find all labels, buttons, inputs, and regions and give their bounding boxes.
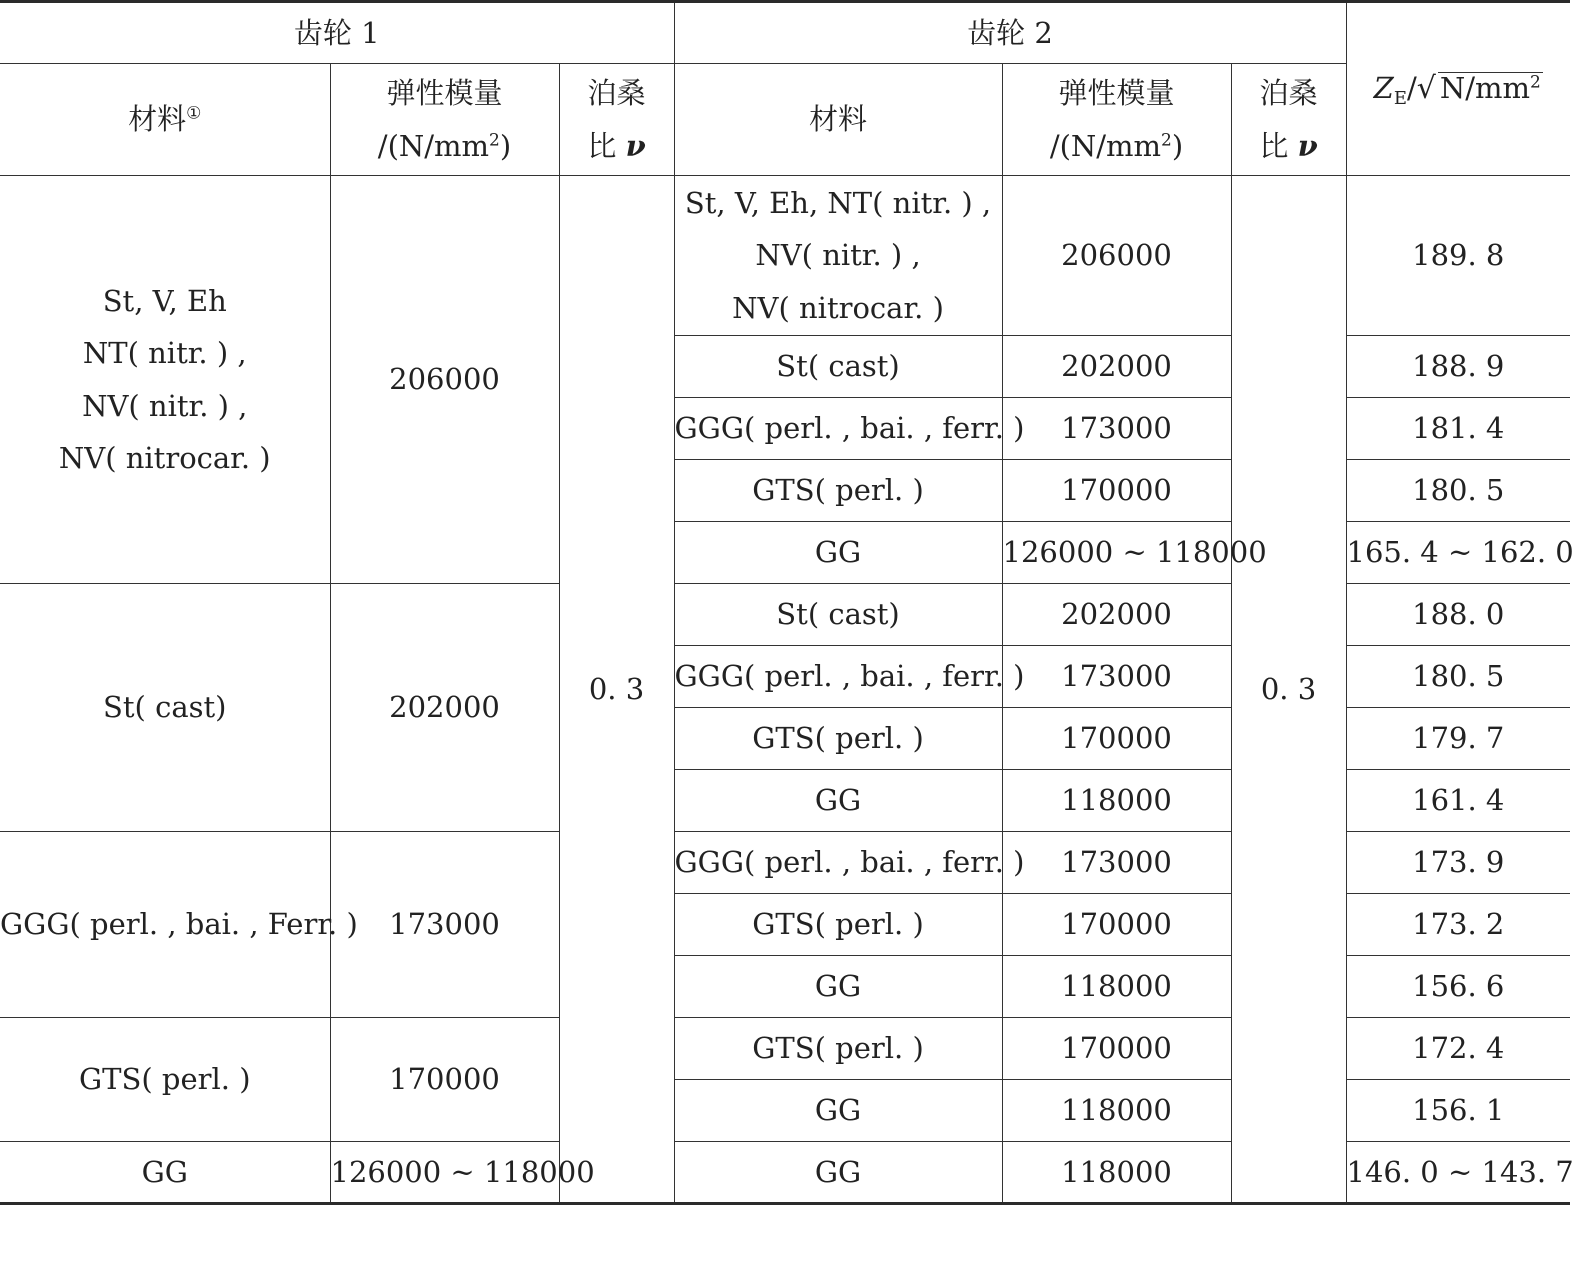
gear2-poisson-cell: 0. 3 [1231, 176, 1346, 1204]
modulus-unit-close: ) [1171, 128, 1184, 163]
gear2-material-cell [674, 460, 1002, 522]
ze-value-cell: 146. 0 ~ 143. 7 [1346, 1142, 1570, 1204]
gear1-material-cell [0, 1142, 330, 1204]
material1-label: 材料 [128, 102, 187, 137]
sqrt-symbol: √ [1416, 71, 1436, 106]
material-line: GG [814, 535, 862, 570]
ze-value-cell: 189. 8 [1346, 176, 1570, 336]
ze-value-cell: 180. 5 [1346, 646, 1570, 708]
gear2-material-cell [674, 584, 1002, 646]
material-line: GG [814, 783, 862, 818]
gear1-modulus-header [330, 64, 559, 176]
ze-value-cell: 173. 2 [1346, 894, 1570, 956]
gear2-modulus-cell: 173000 [1002, 646, 1231, 708]
gear2-material-cell [674, 176, 1002, 336]
poisson-label-2-text: 比 [587, 128, 617, 163]
material-line: St, V, Eh, NT( nitr. ) , [684, 186, 992, 221]
ze-value-cell: 161. 4 [1346, 770, 1570, 832]
ze-header [1346, 2, 1570, 176]
gear2-modulus-cell: 170000 [1002, 1018, 1231, 1080]
gear1-material-header [0, 64, 330, 176]
ze-slash: / [1406, 71, 1417, 105]
material-line: GG [814, 969, 862, 1004]
gear2-modulus-cell: 202000 [1002, 336, 1231, 398]
gear2-poisson-header [1231, 64, 1346, 176]
gear2-header: 齿轮 2 [674, 2, 1346, 64]
material-line: GG [814, 1154, 862, 1189]
gear2-material-cell [674, 894, 1002, 956]
ze-value-cell: 173. 9 [1346, 832, 1570, 894]
gear2-modulus-cell: 173000 [1002, 398, 1231, 460]
material-line: GG [141, 1154, 188, 1189]
gear2-modulus-cell: 118000 [1002, 1142, 1231, 1204]
gear2-material-cell [674, 832, 1025, 894]
modulus-unit [331, 120, 559, 172]
gear1-modulus-cell: 170000 [330, 1018, 559, 1142]
material-line: St, V, Eh [102, 284, 227, 319]
gear2-material-cell [674, 522, 1002, 584]
material-line: GTS( perl. ) [752, 473, 924, 508]
ze-value-cell: 165. 4 ~ 162. 0 [1346, 522, 1570, 584]
gear2-material-cell [674, 956, 1002, 1018]
gear2-material-cell [674, 1080, 1002, 1142]
material-line: NV( nitr. ) , [82, 388, 248, 423]
poisson-symbol: ν [1297, 128, 1318, 163]
gear2-modulus-cell: 118000 [1002, 956, 1231, 1018]
material-line: St( cast) [103, 690, 227, 725]
ze-unit-exp: 2 [1530, 72, 1541, 93]
gear2-modulus-cell: 170000 [1002, 708, 1231, 770]
gear2-material-cell [674, 336, 1002, 398]
modulus-unit [1003, 120, 1231, 172]
material-line: St( cast) [776, 597, 900, 632]
gear1-modulus-cell: 202000 [330, 584, 559, 832]
ze-value-cell: 172. 4 [1346, 1018, 1570, 1080]
modulus-unit-exp: 2 [1161, 129, 1172, 150]
gear1-header: 齿轮 1 [0, 2, 674, 64]
material-line: NV( nitrocar. ) [732, 290, 944, 325]
ze-value-cell: 181. 4 [1346, 398, 1570, 460]
header-row-1 [0, 2, 1570, 64]
material-line: NT( nitr. ) , [82, 336, 247, 371]
poisson-label: 泊桑 [1259, 76, 1318, 111]
footnote-mark: ① [186, 103, 202, 124]
gear2-material-header: 材料 [674, 64, 1002, 176]
poisson-label-2-text: 比 [1259, 128, 1289, 163]
poisson-label-2 [1232, 120, 1346, 172]
gear1-modulus-cell: 206000 [330, 176, 559, 584]
material-line: GTS( perl. ) [752, 721, 924, 756]
gear2-modulus-cell: 206000 [1002, 176, 1231, 336]
gear2-modulus-cell: 118000 [1002, 770, 1231, 832]
material-line: St( cast) [776, 349, 900, 384]
table-row [0, 176, 1570, 336]
ze-unit-text: N/mm [1439, 71, 1531, 105]
ze-unit [1438, 72, 1543, 105]
gear2-modulus-header [1002, 64, 1231, 176]
ze-symbol: Z [1373, 71, 1394, 105]
modulus-label: 弹性模量 [1058, 76, 1175, 111]
gear1-material-cell [0, 1018, 330, 1142]
material-line: NV( nitrocar. ) [58, 440, 271, 475]
material-line: GTS( perl. ) [78, 1062, 251, 1097]
gear1-poisson-cell: 0. 3 [559, 176, 674, 1204]
modulus-unit-close: ) [499, 128, 512, 163]
poisson-symbol: ν [625, 128, 646, 163]
gear2-material-cell [674, 646, 1025, 708]
ze-value-cell: 180. 5 [1346, 460, 1570, 522]
header-row-2 [0, 64, 1570, 176]
gear2-modulus-cell: 126000 ~ 118000 [1002, 522, 1231, 584]
gear2-material-cell [674, 770, 1002, 832]
ze-value-cell: 188. 9 [1346, 336, 1570, 398]
poisson-label-2 [560, 120, 674, 172]
modulus-unit-text: /(N/mm [377, 128, 490, 163]
gear2-material-cell [674, 1142, 1002, 1204]
gear1-material-cell [0, 584, 330, 832]
gear2-material-cell [674, 398, 1025, 460]
gear2-material-cell [674, 708, 1002, 770]
material-line: GGG( perl. , bai. , Ferr. ) [0, 907, 358, 942]
material-line: GGG( perl. , bai. , ferr. ) [674, 411, 1025, 446]
ze-value-cell: 156. 6 [1346, 956, 1570, 1018]
ze-value-cell: 188. 0 [1346, 584, 1570, 646]
material-line: GG [814, 1093, 862, 1128]
gear1-material-cell [0, 832, 358, 1018]
gear1-material-cell [0, 176, 330, 584]
gear2-modulus-cell: 170000 [1002, 460, 1231, 522]
gear2-material-cell [674, 1018, 1002, 1080]
ze-value-cell: 179. 7 [1346, 708, 1570, 770]
gear2-modulus-cell: 118000 [1002, 1080, 1231, 1142]
material-line: NV( nitr. ) , [755, 238, 921, 273]
material-line: GGG( perl. , bai. , ferr. ) [674, 659, 1025, 694]
material-line: GGG( perl. , bai. , ferr. ) [674, 845, 1025, 880]
ze-value-cell: 156. 1 [1346, 1080, 1570, 1142]
poisson-label: 泊桑 [587, 76, 646, 111]
gear2-modulus-cell: 202000 [1002, 584, 1231, 646]
ze-subscript: E [1393, 88, 1407, 109]
modulus-label: 弹性模量 [386, 76, 503, 111]
material-line: GTS( perl. ) [752, 1031, 924, 1066]
material-line: GTS( perl. ) [752, 907, 924, 942]
modulus-unit-exp: 2 [489, 129, 500, 150]
gear2-modulus-cell: 170000 [1002, 894, 1231, 956]
gear1-modulus-cell: 173000 [330, 832, 559, 1018]
gear1-poisson-header [559, 64, 674, 176]
gear2-modulus-cell: 173000 [1002, 832, 1231, 894]
modulus-unit-text: /(N/mm [1049, 128, 1162, 163]
gear1-modulus-cell: 126000 ~ 118000 [330, 1142, 559, 1204]
